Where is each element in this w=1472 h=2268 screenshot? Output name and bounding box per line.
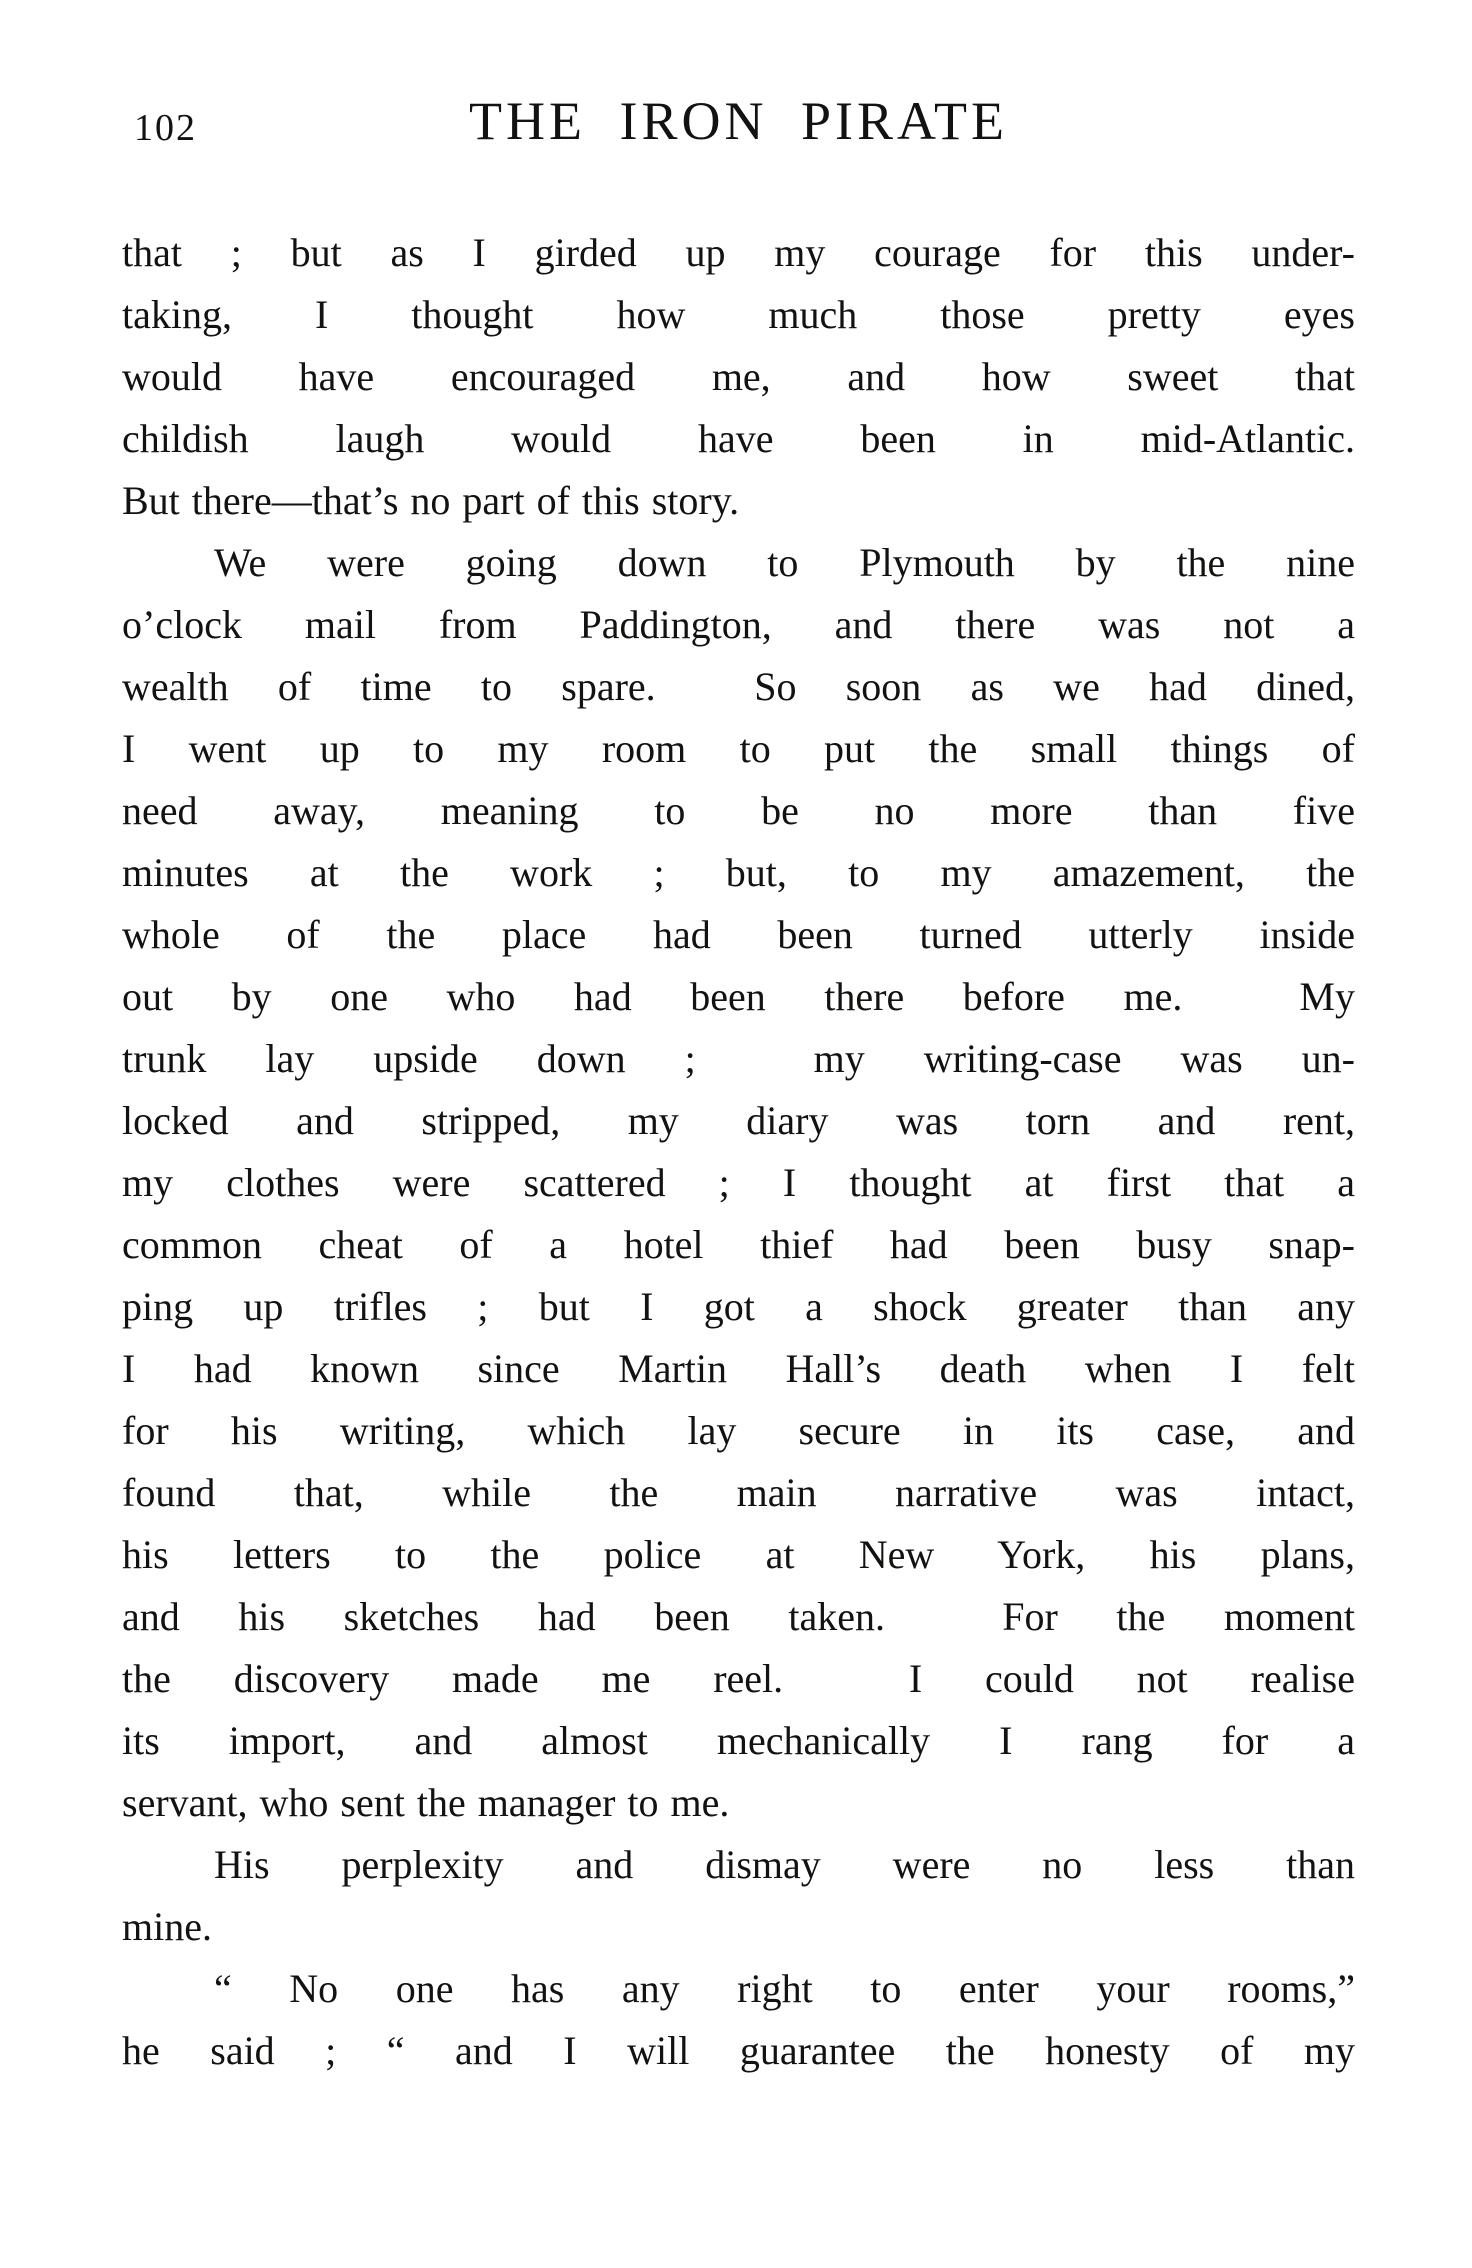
text-line: locked and stripped, my diary was torn and rent,	[122, 1098, 1355, 1143]
text-line: trunk lay upside down ; my writing-case was un-	[122, 1036, 1355, 1081]
text-line: I went up to my room to put the small things of	[122, 726, 1355, 771]
text-line: ping up trifles ; but I got a shock greater than any	[122, 1284, 1355, 1329]
text-line: and his sketches had been taken. For the moment	[122, 1594, 1355, 1639]
text-line: o’clock mail from Paddington, and there was not a	[122, 602, 1355, 647]
text-line: its import, and almost mechanically I rang for a	[122, 1718, 1355, 1763]
text-line: need away, meaning to be no more than five	[122, 788, 1355, 833]
text-line: servant, who sent the manager to me.	[122, 1780, 730, 1825]
text-line: found that, while the main narrative was intact,	[122, 1470, 1355, 1515]
page-header	[122, 0, 1355, 154]
text-line: my clothes were scattered ; I thought at first that a	[122, 1160, 1355, 1205]
text-line: that ; but as I girded up my courage for this under-	[122, 230, 1355, 275]
text-line: common cheat of a hotel thief had been busy snap-	[122, 1222, 1355, 1267]
text-line: I had known since Martin Hall’s death when I felt	[122, 1346, 1355, 1391]
text-line: wealth of time to spare. So soon as we had dined,	[122, 664, 1355, 709]
text-line: mine.	[122, 1904, 212, 1949]
text-line: But there—that’s no part of this story.	[122, 478, 740, 523]
text-line: would have encouraged me, and how sweet that	[122, 354, 1355, 399]
page-title: THE IRON PIRATE	[469, 91, 1008, 151]
text-line: minutes at the work ; but, to my amazement, the	[122, 850, 1355, 895]
text-line: out by one who had been there before me. My	[122, 974, 1355, 1019]
text-line: he said ; “ and I will guarantee the honesty of my	[122, 2028, 1355, 2073]
text-line: whole of the place had been turned utterly inside	[122, 912, 1355, 957]
body-text	[122, 222, 1355, 2082]
text-line: taking, I thought how much those pretty eyes	[122, 292, 1355, 337]
text-line: for his writing, which lay secure in its case, and	[122, 1408, 1355, 1453]
text-line: childish laugh would have been in mid-Atlantic.	[122, 416, 1355, 461]
page-number: 102	[134, 107, 197, 149]
text-line: We were going down to Plymouth by the nine	[214, 540, 1355, 585]
text-line: his letters to the police at New York, his plans,	[122, 1532, 1355, 1577]
text-line: His perplexity and dismay were no less than	[214, 1842, 1355, 1887]
text-line: “ No one has any right to enter your rooms,”	[214, 1966, 1355, 2011]
text-line: the discovery made me reel. I could not realise	[122, 1656, 1355, 1701]
